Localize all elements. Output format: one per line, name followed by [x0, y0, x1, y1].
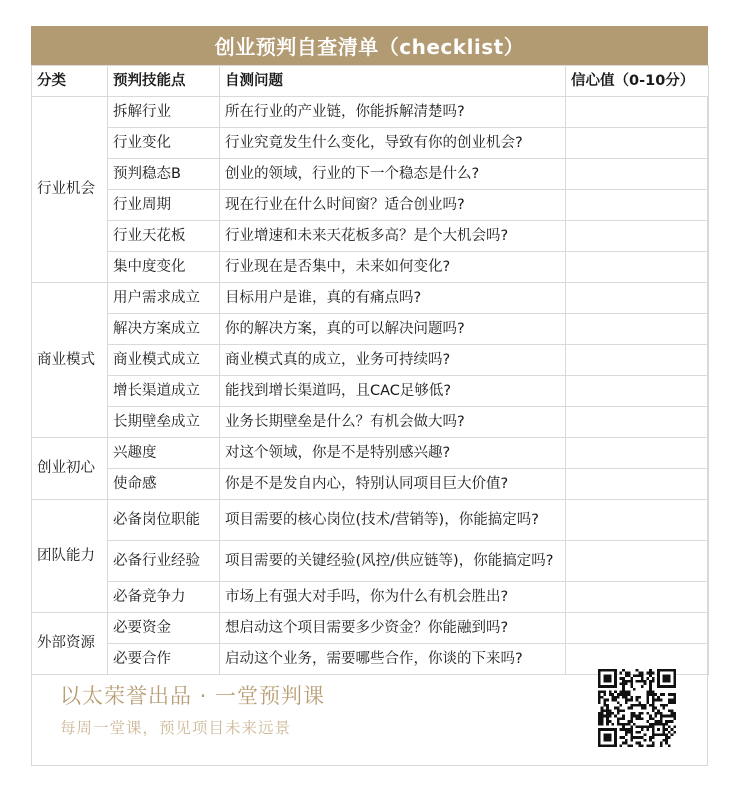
question-cell: 行业现在是否集中，未来如何变化?: [220, 252, 566, 283]
category-cell: 商业模式: [32, 283, 108, 438]
table-row: [32, 97, 709, 128]
skill-cell: 必备竞争力: [108, 582, 220, 613]
skill-cell: 必要资金: [108, 613, 220, 644]
question-cell: 行业究竟发生什么变化，导致有你的创业机会?: [220, 128, 566, 159]
header-skill: 预判技能点: [108, 66, 220, 97]
table-row: [32, 252, 709, 283]
checklist-table: [31, 65, 709, 675]
score-cell[interactable]: [566, 97, 709, 128]
footer: [32, 658, 707, 765]
question-cell: 所在行业的产业链，你能拆解清楚吗?: [220, 97, 566, 128]
skill-cell: 必备行业经验: [108, 541, 220, 582]
score-cell[interactable]: [566, 190, 709, 221]
question-cell: 能找到增长渠道吗，且CAC足够低?: [220, 376, 566, 407]
header-score: 信心值（0-10分）: [566, 66, 709, 97]
question-cell: 你是不是发自内心，特别认同项目巨大价值?: [220, 469, 566, 500]
score-cell[interactable]: [566, 469, 709, 500]
table-row: [32, 221, 709, 252]
skill-cell: 兴趣度: [108, 438, 220, 469]
table-row: [32, 500, 709, 541]
score-cell[interactable]: [566, 376, 709, 407]
skill-cell: 预判稳态B: [108, 159, 220, 190]
skill-cell: 集中度变化: [108, 252, 220, 283]
score-cell[interactable]: [566, 221, 709, 252]
score-cell[interactable]: [566, 283, 709, 314]
table-row: [32, 407, 709, 438]
score-cell[interactable]: [566, 159, 709, 190]
table-row: [32, 314, 709, 345]
header-category: 分类: [32, 66, 108, 97]
table-row: [32, 582, 709, 613]
skill-cell: 长期壁垒成立: [108, 407, 220, 438]
table-row: [32, 128, 709, 159]
skill-cell: 商业模式成立: [108, 345, 220, 376]
table-row: [32, 190, 709, 221]
question-cell: 对这个领域，你是不是特别感兴趣?: [220, 438, 566, 469]
checklist-sheet: [31, 26, 708, 766]
score-cell[interactable]: [566, 345, 709, 376]
score-cell[interactable]: [566, 407, 709, 438]
skill-cell: 拆解行业: [108, 97, 220, 128]
table-row: [32, 541, 709, 582]
question-cell: 商业模式真的成立，业务可持续吗?: [220, 345, 566, 376]
question-cell: 市场上有强大对手吗，你为什么有机会胜出?: [220, 582, 566, 613]
skill-cell: 行业变化: [108, 128, 220, 159]
skill-cell: 用户需求成立: [108, 283, 220, 314]
skill-cell: 必要合作: [108, 644, 220, 675]
table-row: [32, 613, 709, 644]
question-cell: 项目需要的关键经验(风控/供应链等)，你能搞定吗?: [220, 541, 566, 582]
table-row: [32, 159, 709, 190]
category-cell: 行业机会: [32, 97, 108, 283]
question-cell: 项目需要的核心岗位(技术/营销等)，你能搞定吗?: [220, 500, 566, 541]
score-cell[interactable]: [566, 128, 709, 159]
score-cell[interactable]: [566, 541, 709, 582]
score-cell[interactable]: [566, 582, 709, 613]
question-cell: 你的解决方案，真的可以解决问题吗?: [220, 314, 566, 345]
question-cell: 行业增速和未来天花板多高？是个大机会吗?: [220, 221, 566, 252]
question-cell: 业务长期壁垒是什么？有机会做大吗?: [220, 407, 566, 438]
score-cell[interactable]: [566, 314, 709, 345]
table-body: [32, 97, 709, 675]
slogan-text: 每周一堂课，预见项目未来远景: [60, 719, 292, 737]
skill-cell: 行业天花板: [108, 221, 220, 252]
question-cell: 目标用户是谁，真的有痛点吗?: [220, 283, 566, 314]
brand-text: 以太荣誉出品 · 一堂预判课: [60, 684, 326, 708]
category-cell: 创业初心: [32, 438, 108, 500]
skill-cell: 使命感: [108, 469, 220, 500]
category-cell: 团队能力: [32, 500, 108, 613]
category-cell: 外部资源: [32, 613, 108, 675]
table-row: [32, 376, 709, 407]
question-cell: 想启动这个项目需要多少资金？你能融到吗?: [220, 613, 566, 644]
question-cell: 启动这个业务，需要哪些合作，你谈的下来吗?: [220, 644, 566, 675]
score-cell[interactable]: [566, 500, 709, 541]
question-cell: 现在行业在什么时间窗？适合创业吗?: [220, 190, 566, 221]
table-row: [32, 283, 709, 314]
score-cell[interactable]: [566, 252, 709, 283]
score-cell[interactable]: [566, 438, 709, 469]
qr-code-icon: [598, 669, 676, 747]
header-question: 自测问题: [220, 66, 566, 97]
question-cell: 创业的领域，行业的下一个稳态是什么?: [220, 159, 566, 190]
skill-cell: 解决方案成立: [108, 314, 220, 345]
skill-cell: 行业周期: [108, 190, 220, 221]
skill-cell: 增长渠道成立: [108, 376, 220, 407]
score-cell[interactable]: [566, 613, 709, 644]
table-row: [32, 345, 709, 376]
table-row: [32, 438, 709, 469]
page-title: 创业预判自查清单（checklist）: [31, 26, 708, 65]
header-row: [32, 66, 709, 97]
table-row: [32, 469, 709, 500]
skill-cell: 必备岗位职能: [108, 500, 220, 541]
